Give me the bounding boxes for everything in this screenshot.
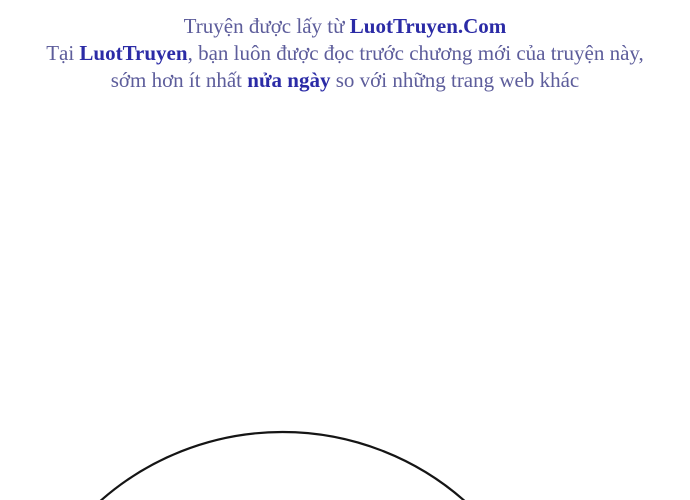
- site-brand-name-short: LuotTruyen: [79, 41, 188, 65]
- notice-line-1-text: Truyện được lấy từ: [183, 14, 350, 38]
- notice-line-3-pre: sớm hơn ít nhất: [110, 68, 248, 92]
- site-brand-name: LuotTruyen.Com: [349, 14, 507, 38]
- notice-highlight: nửa ngày: [247, 68, 331, 92]
- notice-line-2-post: , bạn luôn được đọc trước chương mới của truyện này,: [187, 41, 644, 65]
- notice-line-3-post: so với những trang web khác: [330, 68, 580, 92]
- notice-line-2-pre: Tại: [46, 41, 80, 65]
- circle-outline: [8, 432, 558, 500]
